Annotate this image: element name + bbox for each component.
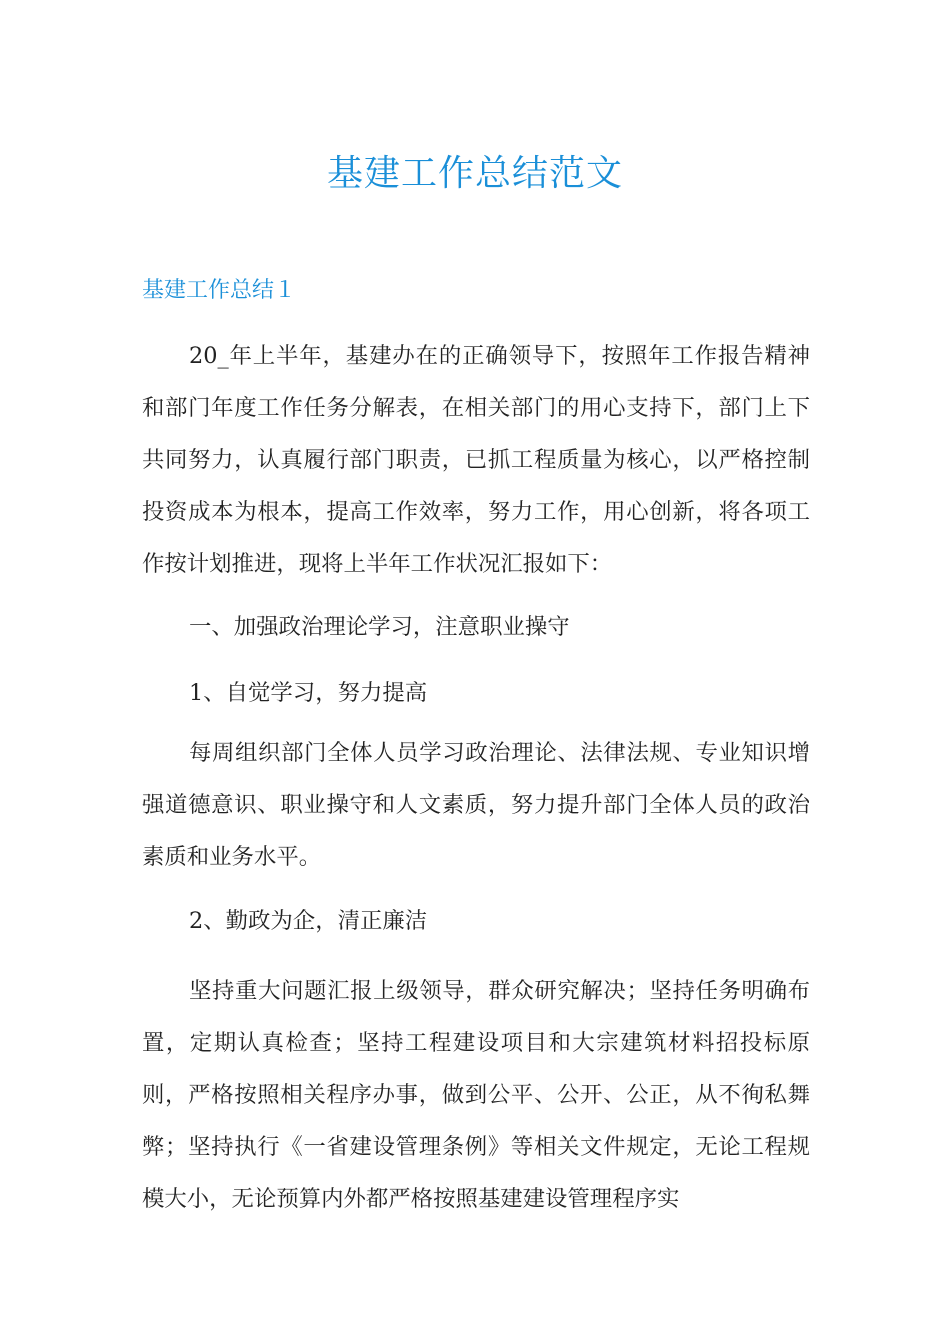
document-title: 基建工作总结范文 [326, 153, 623, 194]
intro-paragraph: 20_年上半年，基建办在的正确领导下，按照年工作报告精神和部门年度工作任务分解表，在相关部门的用心支持下，部门上下共同努力，认真履行部门职责，已抓工程质量为核心，以严格控制投资成本为根本，提高工作效率，努力工作，用心创新，将各项工作按计划推进，现将上半年工作状况汇报如下： [142, 343, 810, 577]
subheading-political-study: 一、加强政治理论学习，注意职业操守 [189, 614, 570, 640]
study-paragraph: 每周组织部门全体人员学习政治理论、法律法规、专业知识增强道德意识、职业操守和人文素质，努力提升部门全体人员的政治素质和业务水平。 [142, 740, 810, 870]
section-heading: 基建工作总结１ [142, 278, 297, 303]
subheading-self-study: 1、自觉学习，努力提高 [189, 680, 428, 706]
subheading-integrity: 2、勤政为企，清正廉洁 [189, 908, 428, 934]
integrity-paragraph: 坚持重大问题汇报上级领导，群众研究解决；坚持任务明确布置，定期认真检查；坚持工程建设项目和大宗建筑材料招投标原则，严格按照相关程序办事，做到公平、公开、公正，从不徇私舞弊；坚持执行《一省建设管理条例》等相关文件规定，无论工程规模大小，无论预算内外都严格按照基建建设管理程序实 [142, 978, 810, 1212]
